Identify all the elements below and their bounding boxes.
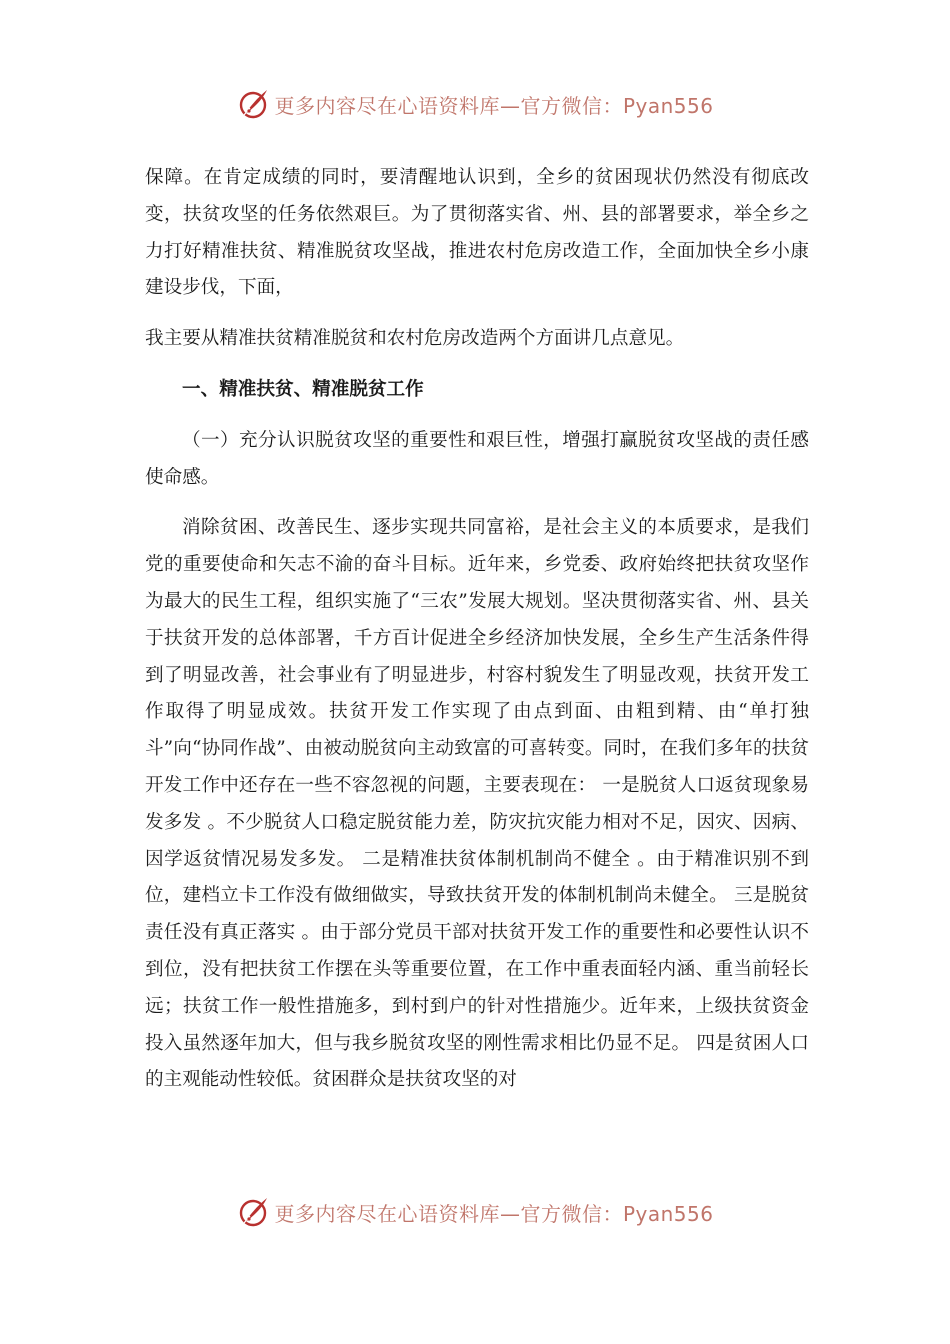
subsection-heading: （一）充分认识脱贫攻坚的重要性和艰巨性，增强打赢脱贫攻坚战的责任感使命感。 <box>145 429 809 488</box>
paragraph-main: 消除贫困、改善民生、逐步实现共同富裕，是社会主义的本质要求，是我们党的重要使命和矢志不渝的奋斗目标。近年来，乡党委、政府始终把扶贫攻坚作为最大的民生工程，组织实施了“三农”发展大规划。坚决贯彻落实省、州、县关于扶贫开发的总体部署，千方百计促进全乡经济加快发展，全乡生产生活条件得到了明显改善，社会事业有了明显进步，村容村貌发生了明显改观，扶贫开发工作取得了明显成效。扶贫开发工作实现了由点到面、由粗到精、由“单打独斗”向“协同作战”、由被动脱贫向主动致富的可喜转变。同时，在我们多年的扶贫开发工作中还存在一些不容忽视的问题，主要表现在： 一是脱贫人口返贫现象易发多发 。不少脱贫人口稳定脱贫能力差，防灾抗灾能力相对不足，因灾、因病、因学返贫情况易发多发。 二是精准扶贫体制机制尚不健全 。由于精准识别不到位，建档立卡工作没有做细做实，导致扶贫开发的体制机制尚未健全。 三是脱贫责任没有真正落实 。由于部分党员干部对扶贫开发工作的重要性和必要性认识不到位，没有把扶贫工作摆在头等重要位置，在工作中重表面轻内涵、重当前轻长远；扶贫工作一般性措施多，到村到户的针对性措施少。近年来，上级扶贫资金投入虽然逐年加大，但与我乡脱贫攻坚的刚性需求相比仍显不足。 四是贫困人口的主观能动性较低。贫困群众是扶贫攻坚的对 <box>145 517 809 1091</box>
header-watermark-banner <box>0 84 950 124</box>
paragraph-continuation: 保障。在肯定成绩的同时，要清醒地认识到，全乡的贫困现状仍然没有彻底改变，扶贫攻坚的任务依然艰巨。为了贯彻落实省、州、县的部署要求，举全乡之力打好精准扶贫、精准脱贫攻坚战，推进农村危房改造工作，全面加快全乡小康建设步伐，下面， <box>145 167 809 299</box>
watermark-text: 更多内容尽在心语资料库—官方微信：Pyan556 <box>274 1201 714 1226</box>
section-heading: 一、精准扶贫、精准脱贫工作 <box>182 378 424 400</box>
paragraph-intro: 我主要从精准扶贫精准脱贫和农村危房改造两个方面讲几点意见。 <box>145 328 685 350</box>
watermark-text: 更多内容尽在心语资料库—官方微信：Pyan556 <box>274 93 714 118</box>
footer-watermark-banner <box>0 1192 950 1232</box>
quill-pen-logo-icon <box>236 1195 270 1229</box>
document-body <box>145 160 809 1099</box>
quill-pen-logo-icon <box>236 87 270 121</box>
